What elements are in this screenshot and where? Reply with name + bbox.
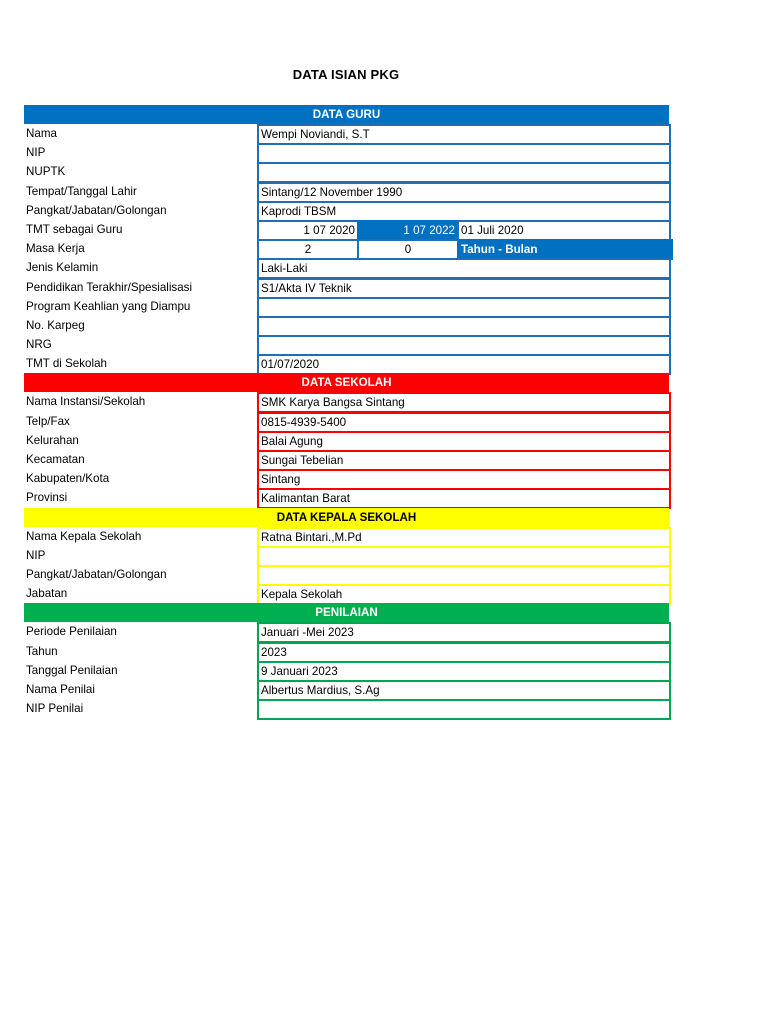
field-value-tanggal-penilaian[interactable]: 9 Januari 2023: [257, 661, 671, 682]
form-row-kelurahan: [24, 431, 669, 450]
section-header-data-sekolah: DATA SEKOLAH: [24, 373, 669, 392]
form-row-kabupaten: [24, 469, 669, 488]
field-value-nama-penilai[interactable]: Albertus Mardius, S.Ag: [257, 680, 671, 701]
form-row-ttl: [24, 182, 669, 201]
form-row-instansi: [24, 392, 669, 411]
field-label: Nama Instansi/Sekolah: [26, 395, 146, 409]
form-row-kecamatan: [24, 450, 669, 469]
field-label: Pangkat/Jabatan/Golongan: [26, 567, 167, 581]
form-row-provinsi: [24, 488, 669, 507]
field-label: Nama Kepala Sekolah: [26, 529, 142, 543]
field-label: Tempat/Tanggal Lahir: [26, 184, 137, 198]
field-value-jabatan-kepala[interactable]: Kepala Sekolah: [257, 584, 671, 605]
field-label: Periode Penilaian: [26, 625, 117, 639]
field-label: NRG: [26, 338, 52, 352]
form-row-nama-kepala: [24, 527, 669, 546]
field-label: Nama: [26, 127, 57, 140]
form-row-nuptk: [24, 162, 669, 181]
field-label: TMT sebagai Guru: [26, 222, 123, 236]
field-label: Pendidikan Terakhir/Spesialisasi: [26, 280, 193, 294]
field-label: Provinsi: [26, 491, 68, 505]
form-row-nip-penilai: [24, 699, 669, 718]
field-label: Nama Penilai: [26, 682, 95, 696]
form-row-nip: [24, 143, 669, 162]
form-row-karpeg: [24, 316, 669, 335]
form-row-nrg: [24, 335, 669, 354]
form-row-nip-kepala: [24, 546, 669, 565]
masa-kerja-unit-label: Tahun - Bulan: [457, 239, 673, 260]
field-value-masa-bulan[interactable]: 0: [357, 239, 459, 260]
form-row-pendidikan: [24, 278, 669, 297]
form-row-program-keahlian: [24, 297, 669, 316]
field-value-pendidikan[interactable]: S1/Akta IV Teknik: [257, 278, 671, 299]
field-value-pangkat-kepala[interactable]: [257, 565, 671, 586]
field-value-provinsi[interactable]: Kalimantan Barat: [257, 488, 671, 509]
field-label: TMT di Sekolah: [26, 357, 107, 371]
field-value-karpeg[interactable]: [257, 316, 671, 337]
field-value-telp[interactable]: 0815-4939-5400: [257, 412, 671, 433]
field-value-tmt-start[interactable]: 1 07 2020: [257, 220, 359, 241]
section-header-data-guru: DATA GURU: [24, 105, 669, 124]
form-row-tmt-sekolah: [24, 354, 669, 373]
form-row-periode: [24, 622, 669, 641]
section-header-penilaian: PENILAIAN: [24, 603, 669, 622]
field-label: Jenis Kelamin: [26, 261, 99, 275]
field-value-tahun[interactable]: 2023: [257, 642, 671, 663]
field-label: Kelurahan: [26, 433, 79, 447]
field-label: Pangkat/Jabatan/Golongan: [26, 203, 167, 217]
form-row-masa-kerja: [24, 239, 669, 258]
form-row-tahun: [24, 642, 669, 661]
field-label: NUPTK: [26, 165, 66, 179]
field-value-ttl[interactable]: Sintang/12 November 1990: [257, 182, 671, 203]
field-label: NIP Penilai: [26, 702, 84, 716]
form-row-pangkat: [24, 201, 669, 220]
field-value-tmt-end[interactable]: 1 07 2022: [357, 220, 459, 241]
field-label: Tanggal Penilaian: [26, 663, 118, 677]
field-value-nip-penilai[interactable]: [257, 699, 671, 720]
field-value-tmt-text[interactable]: 01 Juli 2020: [457, 220, 671, 241]
field-value-nama[interactable]: Wempi Noviandi, S.T: [257, 124, 671, 145]
form-row-telp: [24, 412, 669, 431]
form-row-tmt-guru: [24, 220, 669, 239]
field-value-nuptk[interactable]: [257, 162, 671, 183]
field-label: Program Keahlian yang Diampu: [26, 299, 191, 313]
form-row-pangkat-kepala: [24, 565, 669, 584]
field-value-nip[interactable]: [257, 143, 671, 164]
field-label: Jabatan: [26, 587, 68, 601]
field-label: Kecamatan: [26, 453, 85, 466]
field-label: Kabupaten/Kota: [26, 472, 110, 486]
document-title: DATA ISIAN PKG: [292, 67, 400, 82]
field-value-kelurahan[interactable]: Balai Agung: [257, 431, 671, 452]
field-value-nama-kepala[interactable]: Ratna Bintari.,M.Pd: [257, 527, 671, 548]
form-row-jenis-kelamin: [24, 258, 669, 277]
form-row-jabatan-kepala: [24, 584, 669, 603]
field-value-nrg[interactable]: [257, 335, 671, 356]
field-value-program-keahlian[interactable]: [257, 297, 671, 318]
field-value-pangkat[interactable]: Kaprodi TBSM: [257, 201, 671, 222]
pkg-form: [24, 105, 669, 718]
form-row-nama: [24, 124, 669, 143]
field-value-periode[interactable]: Januari -Mei 2023: [257, 622, 671, 643]
field-label: NIP: [26, 548, 46, 562]
field-value-masa-tahun[interactable]: 2: [257, 239, 359, 260]
field-label: No. Karpeg: [26, 318, 85, 332]
field-value-tmt-sekolah[interactable]: 01/07/2020: [257, 354, 671, 375]
field-label: Masa Kerja: [26, 242, 85, 256]
field-value-nip-kepala[interactable]: [257, 546, 671, 567]
field-label: NIP: [26, 146, 46, 160]
field-value-kabupaten[interactable]: Sintang: [257, 469, 671, 490]
field-value-jenis-kelamin[interactable]: Laki-Laki: [257, 258, 671, 279]
section-header-data-kepala-sekolah: DATA KEPALA SEKOLAH: [24, 508, 669, 527]
form-row-tanggal-penilaian: [24, 661, 669, 680]
field-label: Telp/Fax: [26, 414, 70, 428]
form-row-nama-penilai: [24, 680, 669, 699]
field-value-kecamatan[interactable]: Sungai Tebelian: [257, 450, 671, 471]
field-label: Tahun: [26, 644, 58, 658]
field-value-instansi[interactable]: SMK Karya Bangsa Sintang: [257, 392, 671, 413]
